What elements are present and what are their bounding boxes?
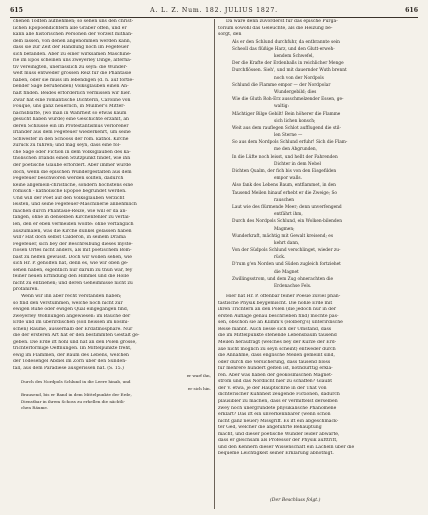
text-line: sich befanden. Aber zu einer wirksamen Maschine- bbox=[13, 51, 132, 57]
continuation-note: (Der Beschluss folgt.) bbox=[270, 498, 321, 503]
text-line: nicht ganz neuer) Missgriff. Es ift ein abgeschmack- bbox=[218, 418, 339, 424]
text-line: tastische Physik beygemischt. Die hohle Erde mit bbox=[218, 300, 333, 306]
text-line: Irländer aus dem Fegefeuer wiederkehrt, um seine bbox=[13, 130, 131, 136]
column-divider bbox=[214, 19, 215, 509]
text-line: die im Mittelpunkte stehende Lebensbaum tausend bbox=[218, 333, 337, 339]
text-line: macht, und dieser poetische Wunder leider abwarte, bbox=[218, 431, 340, 437]
text-line: Fegefeuer beschworen werden sollten, dadurch bbox=[13, 176, 124, 182]
text-line: machen durch Phantasie-Reize, wie will er da an- bbox=[13, 208, 127, 214]
text-line: sehen haben, eigentlich nur darum zu thun war, fey bbox=[13, 267, 133, 273]
text-line: riösen Ortes nicht anders, als mit poetischem Bom- bbox=[13, 248, 132, 254]
text-line: dichterischer Kühnheit zeugende Fictionen, dadurch bbox=[218, 392, 340, 398]
text-line: chenen Todten aufnehmen; so sehen uns den christ- bbox=[13, 19, 134, 24]
right-column bbox=[218, 19, 416, 458]
verse-line: kehrt dann, bbox=[274, 240, 300, 246]
text-line: bender Sage beruhenden) Volksglauben einen An- bbox=[13, 84, 129, 90]
verse-line: waltig: bbox=[274, 104, 289, 110]
text-line: deren Schlusse ein im Protestantismus verlorener bbox=[13, 123, 129, 129]
verse-line: entfährt ihm, bbox=[274, 212, 303, 218]
text-line: nachsblatte, (wo man in Wahrheit so etwas kaum bbox=[13, 110, 127, 116]
text-line: torium sowohl das Geleuchte, als die Heizung be- bbox=[218, 25, 333, 31]
verse-line: Dichten Qualm, der fich bis von den Eisgefilden bbox=[232, 169, 337, 175]
verse-line: Weit aus dem rauflegen Schlot aufflugend die stil- bbox=[232, 125, 341, 131]
text-line: der V. etwa, je der Hauptschrie in der That von bbox=[218, 385, 327, 391]
text-line: oder durch die Versicherung, dass tausend bloss bbox=[218, 359, 331, 365]
text-line: Und will der Poet auf den Volksglauben Verzicht bbox=[13, 195, 125, 201]
verse-line: kendem Schwefel, bbox=[274, 54, 314, 60]
text-line: che Sage oder Fiction in dem Volksglauben des ka- bbox=[13, 149, 131, 155]
text-line: und den Kennern dieser Wissenschaft ein Lächeln über die bbox=[218, 444, 355, 450]
text-line: zwey noch unergründete physikalische Phänomene bbox=[218, 405, 337, 411]
verse-line: Wunderkraft, mächtig mit Gewalt kreisend; es bbox=[232, 233, 334, 239]
text-line: plausibler zu machen, dass er vermittelst derselben bbox=[218, 398, 338, 404]
text-line: rie im Epos scheinen uns zweyerley Dinge, alterna- bbox=[13, 58, 132, 64]
text-line: der poetische Glaube erfordert. Aber immer würde bbox=[13, 163, 131, 169]
text-line: Fegefeuer, sich bey der Beschreibung dieses myste- bbox=[13, 241, 133, 247]
text-line: die Annahme, dass englische Meilen gemeint sind, bbox=[218, 353, 335, 359]
text-line: fangen, ohne in denselben Kirchenfehler zu verfal- bbox=[13, 215, 131, 221]
text-line: axe nicht möglich zu seyn scheint) entweder durch bbox=[218, 346, 336, 352]
verse-line: rück. bbox=[274, 255, 286, 261]
header-rule bbox=[10, 17, 418, 18]
text-line: trichterförmige Oeffnungen. Im Mittelpunkte freht, bbox=[13, 346, 132, 352]
text-line: nicht zu entziehen; und deren Geheimnisse nicht zu bbox=[13, 280, 133, 286]
left-column bbox=[13, 19, 211, 412]
text-line: Schwester in den Schooss der röm. kathol. Kirche bbox=[13, 136, 129, 142]
text-line: tiv vereinigten, unerlässlich zu seyn: die Wunder- bbox=[13, 64, 128, 70]
verse-line: Wie die Gluth Roh-Erz ausschmelzender Essen, ge- bbox=[232, 97, 344, 103]
text-line: die der ersteren Art hat er den bestimmten Gestalt ge- bbox=[13, 333, 140, 339]
verse-line: Durch des Nordpols Schlund, ein Wolken-bilenden bbox=[232, 219, 342, 225]
verse-line: len Sterne — bbox=[274, 133, 303, 139]
text-line: tholischen Irlands einen Stützpunkt findet, wie ihn bbox=[13, 156, 131, 162]
verse-line: rauschen bbox=[274, 197, 295, 203]
verse-line: Scheoll das flüßige Harz, und den Glutt-erweh- bbox=[232, 46, 335, 52]
text-line: dass sie zur Zeit der Handlung noch im Fegefeuer bbox=[13, 45, 129, 51]
text-line: welt muss entweder grossen Reiz für die Phantasie bbox=[13, 71, 132, 77]
verse-line: So aus dem Nordpols Schlund erfuhr! Sich die Flam- bbox=[232, 140, 348, 146]
text-line: erklärt? Das ift ein unverkennbarer (wenn schon bbox=[218, 412, 331, 418]
verse-line: er sich hin. bbox=[187, 385, 211, 391]
text-line: auszumalen, was die Kirche dunkel gelassen haben bbox=[13, 228, 132, 234]
text-line: zweyerley Wohnungen angewiesen: im Bauche der bbox=[13, 313, 131, 319]
verse-line: Mächtiger Bilge Gebilt! Bein höherer die Flamme bbox=[232, 111, 341, 117]
text-line: Da wäre denn zuvörderst für das epische Purga- bbox=[226, 19, 338, 24]
text-line: Erde und im überirdischen (soll heissen im kosmi- bbox=[13, 320, 129, 326]
text-line: römisch - katholische Epopöe begründet werden. bbox=[13, 189, 127, 195]
verse-line: Durch des Nordpols Schlund in die Leere hinab, und bbox=[21, 379, 131, 385]
text-line: schen) Raume, ausserhalb der Erdatmosphäre. Nur bbox=[13, 326, 133, 332]
text-line: profaniren. bbox=[13, 287, 39, 293]
text-line: geben. Die Erde ift hohl und hat an den Polen grosse, bbox=[13, 339, 137, 345]
verse-line: D'rum g'en Norden und Süden zugleich fortziehet bbox=[232, 262, 341, 268]
text-line: ren. Aber was haben der geokosmischen Magnet- bbox=[218, 372, 333, 378]
text-line: ewigen Ruhe oder ewigen Qual eingegangen find, bbox=[13, 307, 129, 313]
text-line: bast zu helfen gewusst. Doch wir wollen sehen, wie bbox=[13, 254, 132, 260]
verse-line: Tausend Meilen hinauf erhebt er die Zweige; So bbox=[232, 190, 338, 196]
verse-line: Dienstbar in ihrem Schoss zu erhellen die nächtli- bbox=[21, 398, 125, 404]
text-line: dass er gleichsam als Professor der Physik aufttritt, bbox=[218, 438, 338, 444]
text-line: sich Hr. P. geholfen hat, denn es, wie wir oben ge- bbox=[13, 261, 129, 267]
text-line: ihren Trichtern an den Polen (die jedoch nur in der bbox=[218, 307, 337, 313]
text-line: len, den er eben vermeiden wollte: ohne verfänglich bbox=[13, 221, 134, 227]
verse-line: sich lichen konsch; bbox=[274, 118, 316, 124]
text-line: Fouqué, uns ganz neuerlich, in Müllner's Mitter- bbox=[13, 104, 126, 110]
verse-line: Erdenachse Fels. bbox=[274, 284, 312, 290]
text-line: lichen Epopöendichtern alle Gräber offen, und er bbox=[13, 25, 127, 31]
verse-line: In die Lüfte noch leisst, und hellt der Fahrenden bbox=[232, 154, 338, 160]
verse-line: Schlund die Flamme empor — der Nordpolar bbox=[232, 82, 331, 88]
text-line: Wenn wir ihn aber recht verstanden haben; bbox=[21, 293, 122, 299]
text-line: sorgt, den bbox=[218, 32, 242, 38]
verse-line: Wundergebild; dies bbox=[274, 89, 317, 95]
text-line: so find den Verstummen, welche noch nicht zur bbox=[13, 300, 123, 306]
text-line: gesucht haben würde) eine Geschichte erzählt, an bbox=[13, 117, 129, 123]
text-line: Zwar hat eine romantische Dichterin, Caroline von bbox=[13, 97, 131, 103]
verse-line: die Magnet bbox=[274, 269, 299, 275]
running-header bbox=[0, 6, 428, 16]
text-line: sen, obschon sie an Klimm's (Holberg's) unterirdische bbox=[218, 320, 343, 326]
verse-line: Brausend, bis er Band in dem Mittelpunkte der Erde, bbox=[21, 392, 132, 398]
verse-line: Also fank des Lebens Baum, entflammet, in den bbox=[232, 183, 336, 189]
verse-line: Von der Südpols Schlund verschlinget, wieder zu- bbox=[232, 248, 341, 254]
text-line: für mehrere hundert gelten ist, nothdürftig erklä- bbox=[218, 366, 333, 372]
verse-line: empor walls. bbox=[274, 176, 302, 182]
verse-line: chen Räume. bbox=[21, 405, 49, 411]
text-line: feiner neuen Erfindung den Himmel und die Hölle bbox=[13, 274, 129, 280]
text-line: deln lassen, von denen angenommen werden kann, bbox=[13, 38, 132, 44]
verse-line: er warf ihn, bbox=[186, 372, 211, 378]
text-line: halt finden. Beides erforderlich vermissen wir hier. bbox=[13, 91, 131, 97]
text-line: strom und das Nordlicht hier zu schaffen? Glaubt bbox=[218, 379, 333, 385]
text-line: kann alle historischen Personen der Vorzeit mithan- bbox=[13, 32, 133, 38]
text-line: ter Ged, welcher die angeführte Behauptung bbox=[218, 425, 322, 431]
text-line: doch, wenn die epischen Wundergestalten aus dem bbox=[13, 169, 132, 175]
text-line: zurück zu führen; und mag seyn, dass eine fol- bbox=[13, 143, 121, 149]
text-line: leisten, und seine Fegefeuer-Maschinerie annehmlich bbox=[13, 202, 137, 208]
text-line: haben, oder sie muss im lebendigen (d. h. auf fortle- bbox=[13, 77, 134, 83]
verse-line: Der die Krafte der Erdenballs in reichlicher Menge bbox=[232, 61, 344, 67]
text-line: keine allgemein-christliche, sondern höchstens eine bbox=[13, 182, 133, 188]
text-line: der Todesengel Abdiel im Zorn über den Sünden- bbox=[13, 359, 127, 365]
text-line: bequeme Leichtigkeit seiner Erklärung abnöthigt. bbox=[218, 451, 334, 457]
text-line: ersten Auflage genau beschrieben find) möchte pas- bbox=[218, 313, 339, 319]
text-line: Meilen heraufragt (welches bey der Kürze der Erd- bbox=[218, 340, 337, 346]
text-line: ewig im Flammen, der Baum des Lebens, welchen bbox=[13, 352, 129, 358]
journal-title: A. L. Z. Num. 182. JULIUS 1827. bbox=[150, 7, 278, 14]
verse-line: Durchflössen. Sieh', und mit dauernder Wuth brennt bbox=[232, 68, 347, 74]
text-line: fall, aus dem Paradiese ausgerissen hat. (S. 15.) bbox=[13, 365, 124, 371]
text-line: Reise mahnt. Auch liesse sich der Umstand, dass bbox=[218, 326, 332, 332]
text-line: Hier hat Hr. P. offenbar feiner Poesie zuviel phan- bbox=[226, 294, 341, 300]
verse-line: noch von der Nordpols bbox=[274, 75, 324, 81]
verse-line: Dichter in dem Nebel bbox=[274, 161, 321, 167]
page-number-left: 615 bbox=[10, 7, 23, 14]
verse-line: Als er den Schlund durchfuhr, da entbrannte sein bbox=[232, 39, 340, 45]
verse-line: Zwillingsstrom, und dem Zug ohnerachten die bbox=[232, 276, 334, 282]
verse-line: me den Abgrunden, bbox=[274, 147, 318, 153]
verse-line: Magmen; bbox=[274, 226, 295, 232]
page-number-right: 616 bbox=[405, 7, 418, 14]
text-line: will? Hat doch selbst Calderon, in seinem Drama bbox=[13, 235, 126, 241]
verse-line: Laut wie des flürmende Meer; denn unverfengend bbox=[232, 204, 342, 210]
